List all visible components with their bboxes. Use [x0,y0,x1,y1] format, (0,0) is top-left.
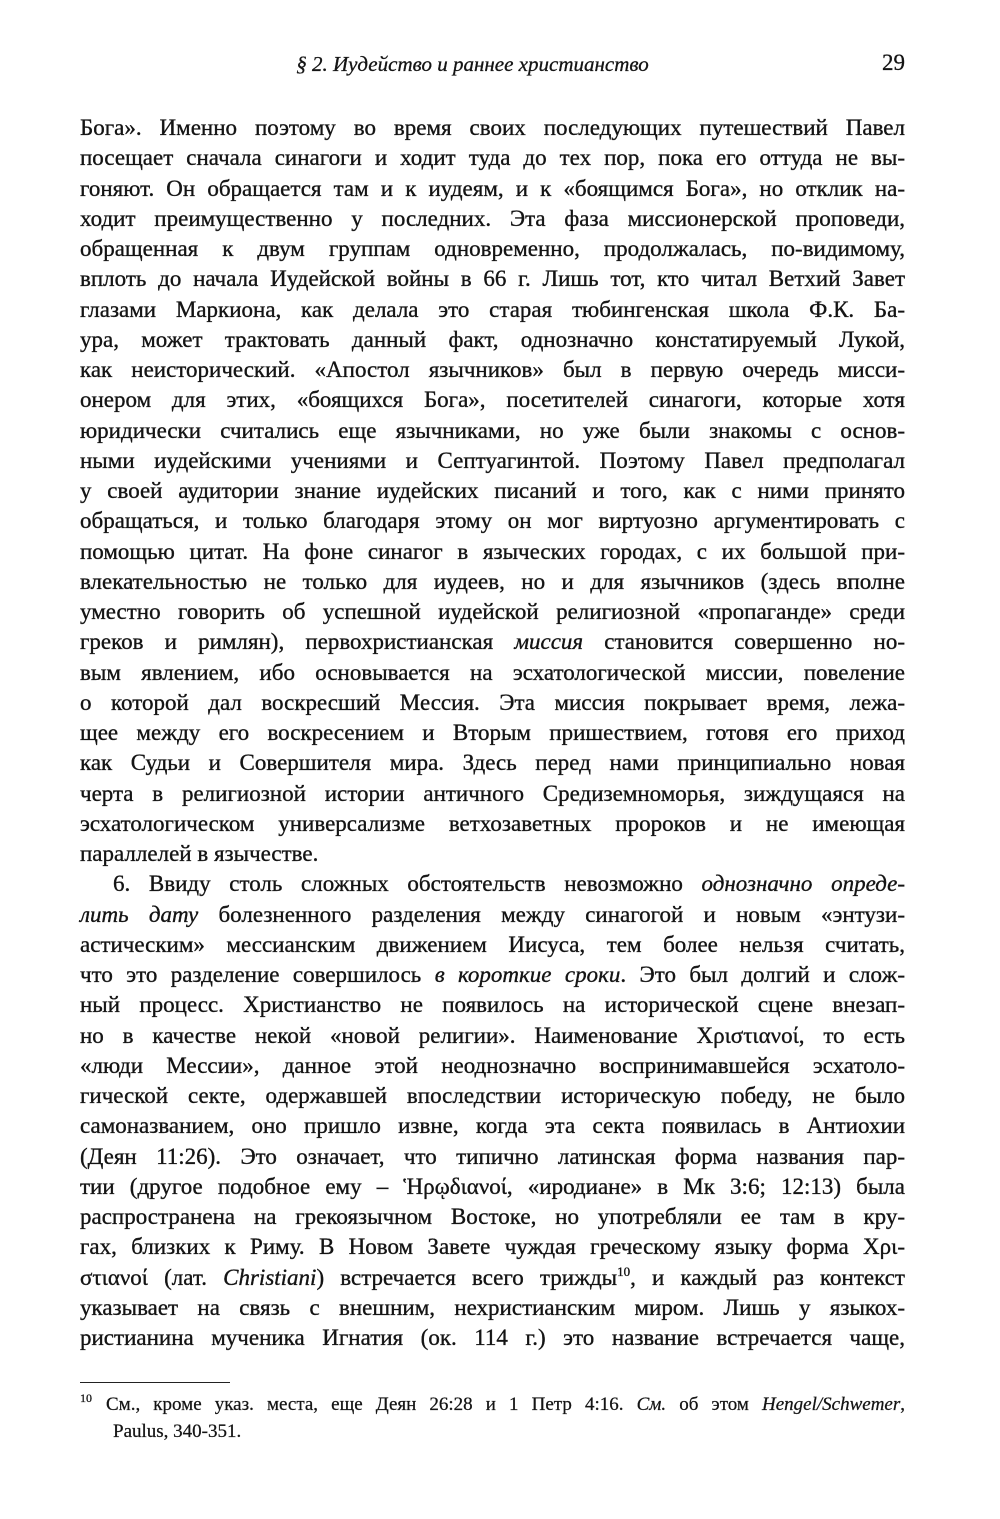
text-run: влекательностью не только для иудеев, но и для язычников (здесь вполне [80,568,905,594]
text-line [80,839,905,869]
text-line [80,960,905,990]
text-run: στιανοί (лат. [80,1264,224,1290]
text-run: что это разделение совершилось [80,962,435,987]
text-run: вым явлением, ибо основывается на эсхатологической миссии, повеление [80,659,905,685]
running-head [80,48,905,82]
text-line [80,1232,905,1262]
text-run: гоняют. Он обращается там и к иудеям, и к «боящимся Бога», но отклик на- [80,175,905,201]
text-line [80,295,905,325]
text-run: онером для этих, «боящихся Бога», посетителей синагоги, которые хотя [80,387,905,413]
text-run: 6. Ввиду столь сложных обстоятельств невозможно [113,871,702,897]
footnote-line [80,1391,905,1418]
text-line [80,113,905,143]
text-run: ристианина мученика Игнатия (ок. 114 г.) это название встречается чаще, [80,1325,905,1350]
text-run: указывает на связь с внешним, нехристианским миром. Лишь у языкох- [80,1294,905,1320]
text-line [80,204,905,234]
paragraph [80,869,905,1353]
footnote-text: об этом [666,1394,763,1415]
text-run: , и каждый раз контекст [630,1264,905,1290]
text-run: ными иудейскими учениями и Септуагинтой. Поэтому Павел предполагал [80,447,905,473]
text-run: как Судьи и Совершителя мира. Здесь перед нами принципиально новая [80,750,905,776]
text-run: черта в религиозной истории античного Средиземноморья, зиждущаяся на [80,780,905,806]
text-run: как неисторический. «Апостол язычников» был в первую очередь мисси- [80,357,905,382]
text-run: юридически считались еще язычниками, но уже были знакомы с основ- [80,417,905,443]
text-run: болезненного разделения между синагогой и новым «энтузи- [198,901,905,927]
text-line [80,567,905,597]
text-run: . Это был долгий и слож- [620,962,905,987]
text-line [80,446,905,476]
text-line [80,1202,905,1232]
footnote-mark: 10 [80,1391,92,1405]
footnote-reference: 10 [617,1263,631,1279]
text-line [80,688,905,718]
text-run: ходит преимущественно у последних. Эта фаза миссионерской проповеди, [80,205,905,231]
text-run: эсхатологическом универсализме ветхозаветных пророков и не имеющая [80,810,905,836]
text-run: распространена на грекоязычном Востоке, но употребляли ее там в кру- [80,1204,905,1229]
text-run: щее между его воскресением и Вторым пришествием, готовя его приход [80,720,905,745]
text-line [80,537,905,567]
paragraph [80,113,905,869]
text-line [80,809,905,839]
text-line [80,1081,905,1111]
text-line [80,930,905,960]
text-line [80,597,905,627]
italic-emphasis: Christiani [223,1264,317,1290]
footnote-text-italic: См. [636,1394,667,1415]
text-line [80,779,905,809]
text-line [80,718,905,748]
text-run: гах, близких к Риму. В Новом Завете чуждая греческому языку форма Χρι- [80,1234,905,1260]
text-run: греков и римлян), первохристианская [80,629,515,655]
text-line [80,1293,905,1323]
text-line [80,476,905,506]
text-line [80,1263,905,1293]
footnote-line: Paulus, 340-351. [113,1421,242,1442]
text-run: у своей аудитории знание иудейских писаний и того, как с ними принято [80,478,905,503]
text-line [80,1111,905,1141]
text-run: астическим» мессианским движением Иисуса, тем более нельзя считать, [80,931,905,957]
text-line [80,1323,905,1353]
italic-emphasis: лить дату [80,901,199,927]
text-line [80,1142,905,1172]
text-line [80,385,905,415]
text-run: тии (другое подобное ему – Ἡρῳδιανοί, «иродиане» в Мк 3:6; 12:13) была [80,1173,905,1199]
text-run: ура, может трактовать данный факт, однозначно констатируемый Лукой, [80,326,905,352]
text-line [80,900,905,930]
italic-emphasis: миссия [514,629,584,655]
text-run: но в качестве некой «новой религии». Наименование Χριστιανοί, то есть [80,1022,905,1048]
text-line [80,1172,905,1202]
text-line [80,264,905,294]
page-number: 29 [882,50,905,75]
text-run: уместно говорить об успешной иудейской религиозной «пропаганде» среди [80,599,905,624]
text-run: становится совершенно но- [583,629,905,655]
text-line [80,355,905,385]
text-run: Бога». Именно поэтому во время своих последующих путешествий Павел [80,115,905,140]
text-run: самоназванием, оно пришло извне, когда эта секта появилась в Антиохии [80,1113,905,1139]
text-run: параллелей в язычестве. [80,841,319,866]
footnote-text: См., кроме указ. места, еще Деян 26:28 и 1 Петр 4:16. [106,1394,637,1415]
text-run: обращаться, и только благодаря этому он мог виртуозно аргументировать с [80,508,905,534]
italic-emphasis: в короткие сроки [434,962,621,987]
text-line [80,869,905,899]
text-line [80,1021,905,1051]
text-line [80,325,905,355]
text-run: «люди Мессии», данное этой неоднозначно воспринимавшейся эсхатоло- [80,1052,905,1078]
text-line [80,234,905,264]
italic-emphasis: однозначно опреде- [701,871,905,897]
text-run: о которой дал воскресший Мессия. Эта миссия покрывает время, лежа- [80,689,905,715]
text-run: гической секте, одержавшей впоследствии историческую победу, не было [80,1083,905,1108]
footnote-text: , [900,1394,905,1415]
text-run: обращенная к двум группам одновременно, продолжалась, по-видимому, [80,236,905,261]
footnote-author: Hengel/Schwemer [762,1394,901,1415]
text-line [80,627,905,657]
text-line [80,1051,905,1081]
text-line [80,143,905,173]
text-run: глазами Маркиона, как делала это старая тюбингенская школа Ф.К. Ба- [80,296,905,322]
text-line [80,990,905,1020]
text-run: ) встречается всего трижды [316,1264,618,1290]
running-head-title: § 2. Иудейство и раннее христианство [296,52,649,76]
text-run: (Деян 11:26). Это означает, что типично латинская форма названия пар- [80,1143,905,1169]
text-run: помощью цитат. На фоне синагог в языческих городах, с их большой при- [80,538,905,564]
text-line [80,174,905,204]
text-line [80,748,905,778]
text-run: ный процесс. Христианство не появилось на исторической сцене внезап- [80,992,905,1018]
footnote-separator [80,1382,230,1383]
text-run: вплоть до начала Иудейской войны в 66 г. Лишь тот, кто читал Ветхий Завет [80,266,905,292]
body-text [80,113,905,1353]
text-run: посещает сначала синагоги и ходит туда до тех пор, пока его оттуда не вы- [80,145,905,171]
text-line [80,416,905,446]
text-line [80,658,905,688]
footnote [80,1391,905,1445]
text-line [80,506,905,536]
